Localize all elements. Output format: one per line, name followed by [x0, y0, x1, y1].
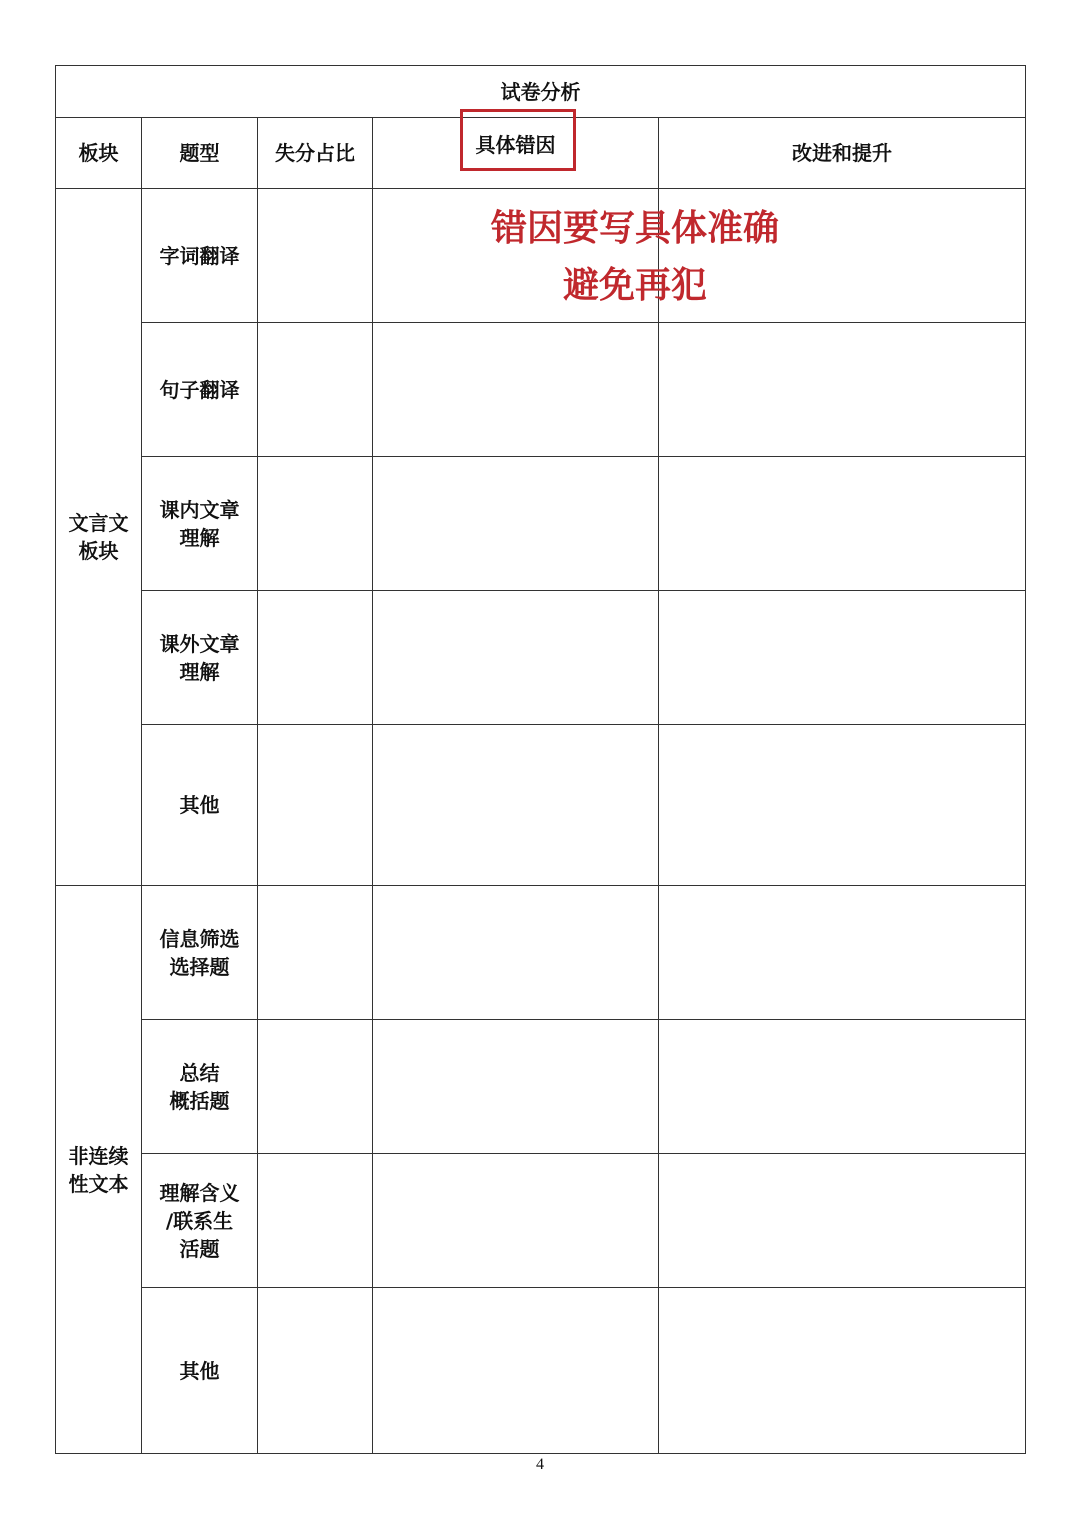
error-cause-cell: [373, 886, 659, 1020]
table-row: [56, 457, 1026, 591]
loss-ratio-cell: [258, 1020, 373, 1154]
page-number: 4: [536, 1456, 544, 1473]
table-row: [56, 886, 1026, 1020]
loss-ratio-cell: [258, 591, 373, 725]
improvement-cell: [659, 1020, 1026, 1154]
error-cause-cell: [373, 591, 659, 725]
error-cause-cell: [373, 457, 659, 591]
section-label: 文言文 板块: [56, 189, 142, 886]
table-row: [56, 1154, 1026, 1288]
improvement-cell: [659, 457, 1026, 591]
table-row: [56, 1288, 1026, 1454]
type-cell: 句子翻译: [142, 323, 258, 457]
type-cell: 其他: [142, 725, 258, 886]
loss-ratio-cell: [258, 725, 373, 886]
table-title: 试卷分析: [56, 66, 1026, 118]
type-cell: 课外文章 理解: [142, 591, 258, 725]
improvement-cell: [659, 1154, 1026, 1288]
type-cell: 理解含义 /联系生 活题: [142, 1154, 258, 1288]
loss-ratio-cell: [258, 1154, 373, 1288]
type-cell: 字词翻译: [142, 189, 258, 323]
improvement-cell: [659, 725, 1026, 886]
table-row: [56, 725, 1026, 886]
header-type: 题型: [142, 118, 258, 189]
type-cell: 总结 概括题: [142, 1020, 258, 1154]
loss-ratio-cell: [258, 1288, 373, 1454]
error-cause-cell: [373, 1020, 659, 1154]
type-cell: 信息筛选 选择题: [142, 886, 258, 1020]
loss-ratio-cell: [258, 457, 373, 591]
error-cause-cell: [373, 1288, 659, 1454]
improvement-cell: [659, 323, 1026, 457]
annotation-line-1: 错因要写具体准确: [490, 207, 779, 249]
section-label: 非连续 性文本: [56, 886, 142, 1454]
loss-ratio-cell: [258, 323, 373, 457]
loss-ratio-cell: [258, 189, 373, 323]
table-row: [56, 323, 1026, 457]
improvement-cell: [659, 591, 1026, 725]
improvement-cell: [659, 1288, 1026, 1454]
header-error-cause: [373, 118, 659, 189]
header-loss-ratio: 失分占比: [258, 118, 373, 189]
header-error-cause-label: 具体错因: [475, 133, 556, 157]
loss-ratio-cell: [258, 886, 373, 1020]
header-section: 板块: [56, 118, 142, 189]
error-cause-cell: [373, 725, 659, 886]
table-row: [56, 1020, 1026, 1154]
header-improvement: 改进和提升: [659, 118, 1026, 189]
type-cell: 课内文章 理解: [142, 457, 258, 591]
improvement-cell: [659, 886, 1026, 1020]
type-cell: 其他: [142, 1288, 258, 1454]
error-cause-cell: [373, 323, 659, 457]
error-cause-cell: [373, 1154, 659, 1288]
annotation-line-2: 避免再犯: [562, 264, 707, 306]
table-row: [56, 591, 1026, 725]
